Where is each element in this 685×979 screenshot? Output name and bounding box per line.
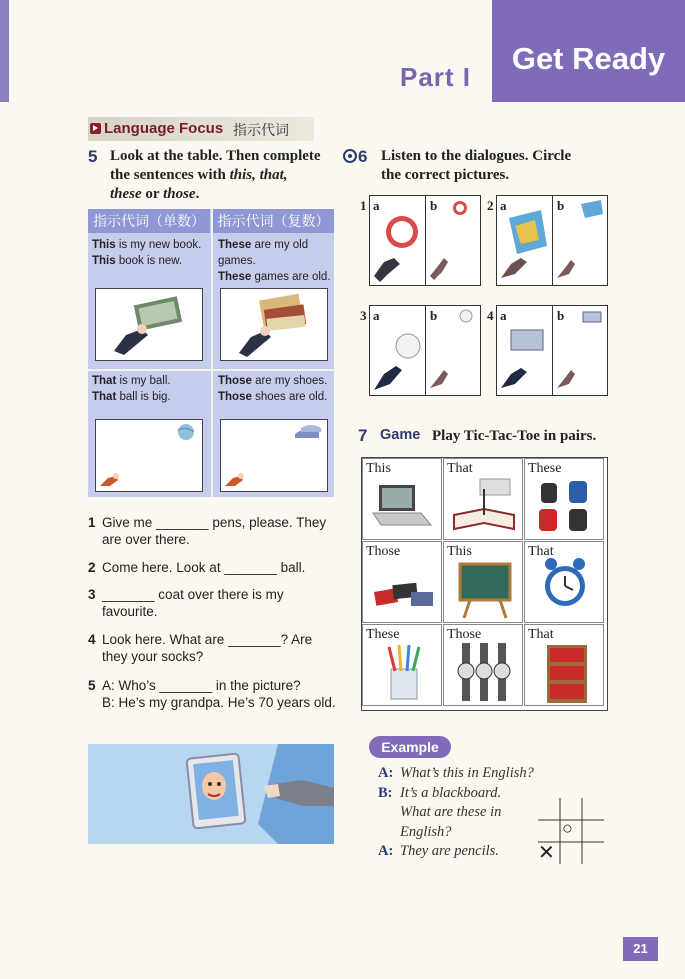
ex6-pair-2-number: 2 [487, 198, 494, 213]
grid-cell-laptop[interactable]: This [362, 458, 442, 540]
grid-cell-book[interactable]: That [443, 458, 523, 540]
ex7-title: Game [380, 427, 421, 443]
ex6-pair-4 [496, 305, 608, 396]
play-arrow-icon [90, 123, 101, 134]
ex5-instruction-line1: Look at the table. Then complete [110, 148, 321, 164]
example-dialogue [378, 764, 558, 862]
ex5-item-5: 5 A: Who’s _______ in the picture? B: He’s my grandpa. He’s 70 years old. [88, 678, 336, 710]
grandpa-picture-illustration [88, 744, 334, 844]
page-number: 21 [623, 937, 658, 961]
circle-mark-icon: ○ [562, 818, 573, 838]
pointing-at-ball-icon [96, 420, 202, 491]
ex5-item-4: 4 Look here. What are _______? Are they your socks? [88, 632, 313, 664]
ex6-pair-3 [369, 305, 481, 396]
ex6-pair-1-number: 1 [360, 198, 367, 213]
book-illustration [95, 288, 203, 361]
games-illustration [220, 288, 328, 361]
dialogue-line: A: What’s this in English? [378, 765, 534, 781]
section-tab: Get Ready [492, 0, 685, 102]
option-b-label: b [557, 198, 565, 213]
dialogue-line: What are these in [400, 804, 502, 820]
ex6-instruction-line2: the correct pictures. [381, 167, 510, 183]
ex5-instruction-word-those: those [163, 186, 196, 202]
ex5-instruction [110, 147, 340, 204]
grid-cell-pencils[interactable]: These [362, 624, 442, 706]
table-cell-this: This is my new book. This book is new. [92, 239, 202, 267]
hand-holding-book-icon [96, 289, 202, 360]
dialogue-line: B: It’s a blackboard. [378, 784, 502, 801]
ex7-number: 7 [358, 426, 368, 445]
ex6-pair-3-number: 3 [360, 308, 367, 323]
option-b-label: b [557, 308, 565, 323]
ex5-instruction-word-these: these [110, 186, 142, 202]
ex6-pair-2 [496, 195, 608, 286]
grid-cell-cassettes[interactable]: Those [362, 541, 442, 623]
baseball-icon [370, 306, 480, 395]
ex5-instruction-line2: the sentences with [110, 167, 230, 183]
pointing-at-shoes-icon [221, 420, 327, 491]
table-header-plural: 指示代词（复数） [213, 209, 334, 233]
option-a-label: a [373, 308, 380, 323]
grid-cell-watches[interactable]: Those [443, 624, 523, 706]
tic-tac-toe-grid [361, 457, 608, 711]
grid-cell-bookshelf[interactable]: That [524, 624, 604, 706]
left-edge-stripe [0, 0, 9, 102]
ex5-number: 5 [88, 147, 98, 166]
language-focus-banner [88, 117, 314, 141]
language-focus-label-zh: 指示代词 [233, 122, 289, 138]
ex5-instruction-end: . [195, 186, 200, 202]
option-b-label: b [430, 198, 438, 213]
table-cell-that: That is my ball. That ball is big. [92, 375, 171, 403]
hand-holding-games-icon [221, 289, 327, 360]
ex5-item-2: 2 Come here. Look at _______ ball. [88, 560, 306, 575]
audio-cd-icon[interactable] [343, 148, 357, 164]
grid-cell-blackboard[interactable]: This [443, 541, 523, 623]
dialogue-line: A: They are pencils. [378, 843, 499, 859]
ball-illustration [95, 419, 203, 492]
demonstratives-table [88, 209, 334, 497]
example-badge: Example [369, 736, 451, 758]
ex5-instruction-words: this, that, [229, 167, 288, 183]
option-a-label: a [500, 198, 507, 213]
option-a-label: a [373, 198, 380, 213]
dialogue-line: English? [400, 823, 452, 840]
ex7-instruction: Play Tic-Tac-Toe in pairs. [432, 428, 597, 444]
pencil-box-icon [497, 306, 607, 395]
table-cell-those: Those are my shoes. Those shoes are old. [218, 375, 328, 403]
ex6-instruction [381, 147, 611, 185]
grid-cell-bags[interactable]: These [524, 458, 604, 540]
table-divider [211, 209, 213, 497]
option-b-label: b [430, 308, 438, 323]
part-label: Part I [400, 62, 472, 92]
shoes-illustration [220, 419, 328, 492]
alarm-clock-icon [370, 196, 480, 285]
pointing-at-portrait-icon [88, 744, 334, 844]
table-divider [88, 369, 334, 371]
table-header-singular: 指示代词（单数） [88, 209, 210, 233]
ex6-number: 6 [358, 147, 368, 166]
ex5-item-3: 3 _______ coat over there is my favourite. [88, 587, 284, 619]
option-a-label: a [500, 308, 507, 323]
language-focus-label: Language Focus [104, 120, 224, 137]
ex6-instruction-line1: Listen to the dialogues. Circle [381, 148, 572, 164]
ex5-instruction-or: or [141, 186, 164, 202]
cross-mark-icon: ✕ [538, 842, 555, 864]
table-cell-these: These are my old games. These games are old. [218, 239, 331, 283]
mini-tic-tac-toe [536, 796, 606, 866]
ex6-pair-4-number: 4 [487, 308, 494, 323]
map-icon [497, 196, 607, 285]
grid-cell-clock[interactable]: That [524, 541, 604, 623]
ex6-pair-1 [369, 195, 481, 286]
ex5-item-1: 1 Give me _______ pens, please. They are over there. [88, 515, 327, 547]
